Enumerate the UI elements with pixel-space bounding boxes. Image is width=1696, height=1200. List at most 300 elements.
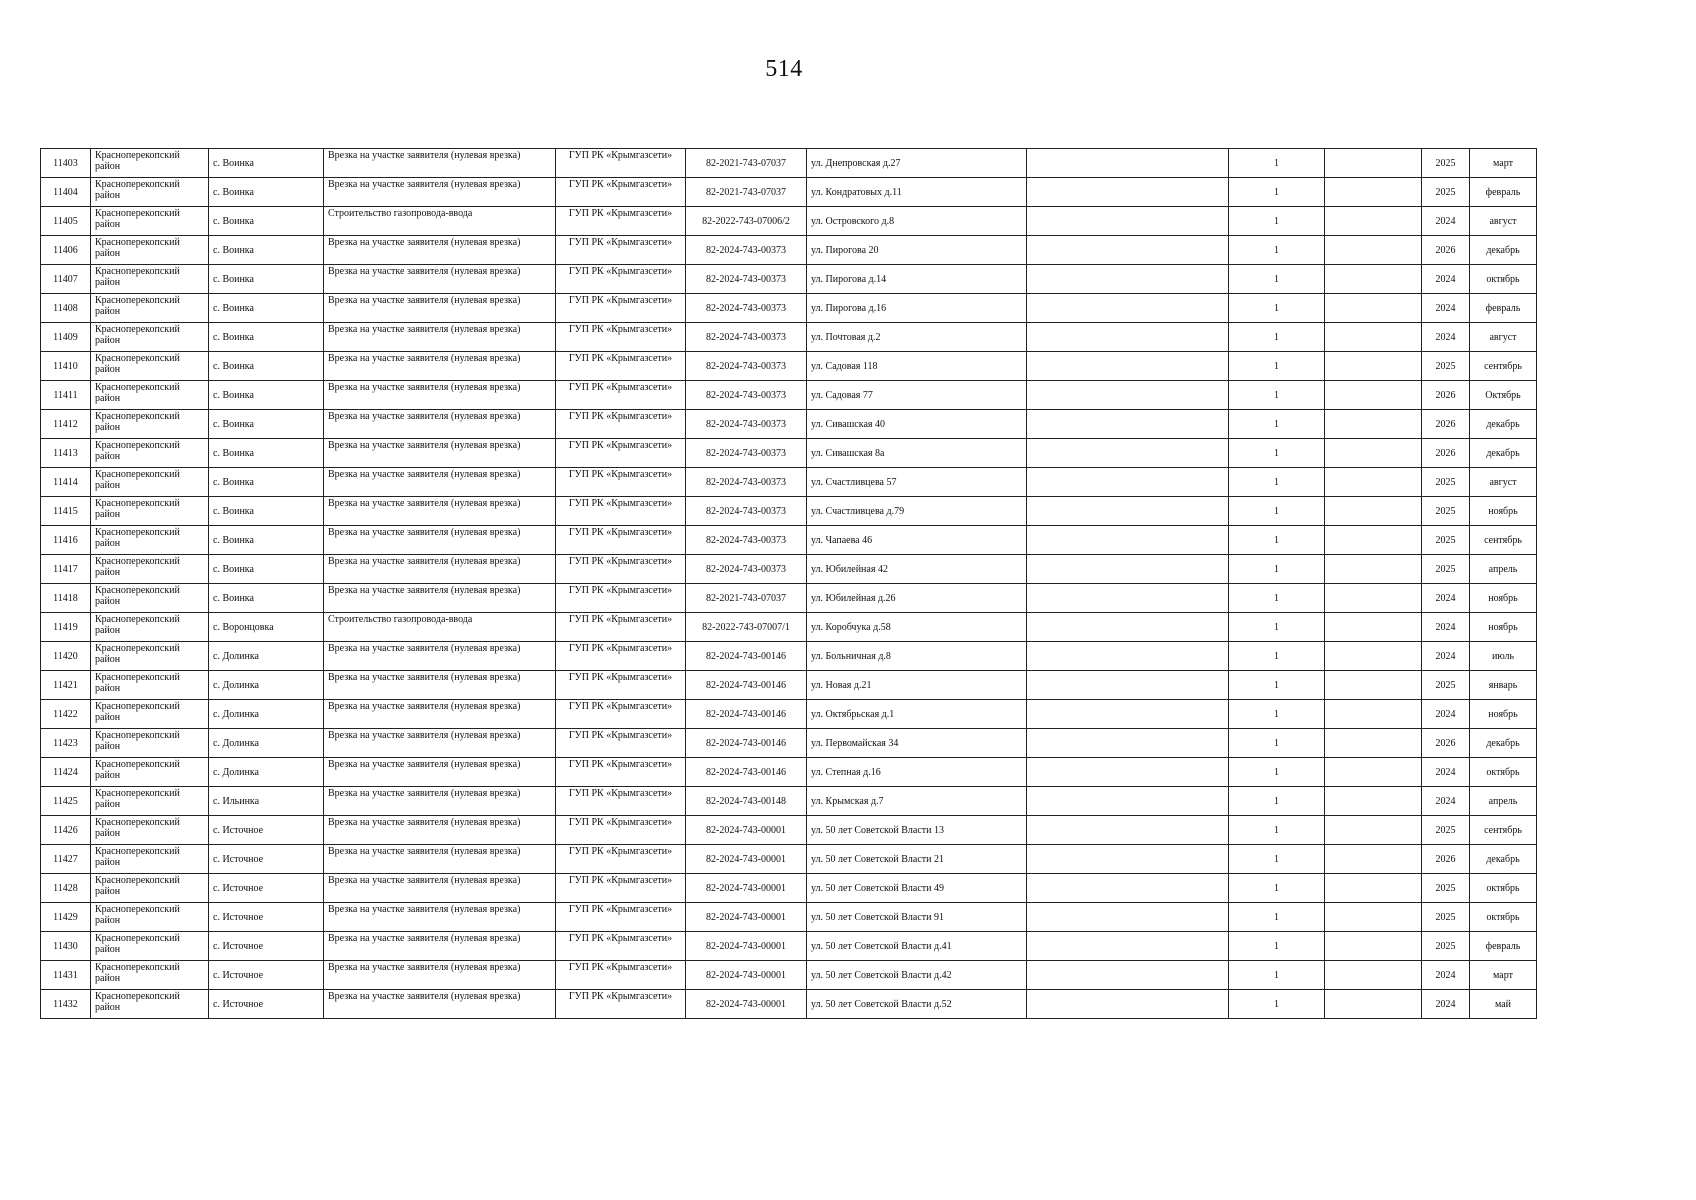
request-code-cell: 82-2024-743-00146	[686, 729, 807, 758]
quantity-cell: 1	[1229, 178, 1325, 207]
table-row	[41, 352, 1537, 381]
work-type-cell: Строительство газопровода-ввода	[324, 613, 556, 642]
locality-cell: с. Долинка	[209, 700, 324, 729]
empty-cell	[1027, 207, 1229, 236]
locality-cell: с. Воинка	[209, 381, 324, 410]
address-cell: ул. Пирогова 20	[807, 236, 1027, 265]
organization-cell: ГУП РК «Крымгазсети»	[556, 468, 686, 497]
empty-cell	[1325, 149, 1422, 178]
year-cell: 2024	[1422, 613, 1470, 642]
address-cell: ул. 50 лет Советской Власти 21	[807, 845, 1027, 874]
empty-cell	[1027, 961, 1229, 990]
district-cell: Красноперекопский район	[91, 323, 209, 352]
work-type-cell: Врезка на участке заявителя (нулевая врезка)	[324, 700, 556, 729]
district-cell: Красноперекопский район	[91, 555, 209, 584]
locality-cell: с. Источное	[209, 874, 324, 903]
row-number: 11408	[41, 294, 91, 323]
request-code-cell: 82-2024-743-00001	[686, 816, 807, 845]
table-row	[41, 758, 1537, 787]
work-type-cell: Врезка на участке заявителя (нулевая врезка)	[324, 932, 556, 961]
organization-cell: ГУП РК «Крымгазсети»	[556, 381, 686, 410]
district-cell: Красноперекопский район	[91, 729, 209, 758]
district-cell: Красноперекопский район	[91, 932, 209, 961]
district-cell: Красноперекопский район	[91, 497, 209, 526]
table-row	[41, 149, 1537, 178]
address-cell: ул. 50 лет Советской Власти д.42	[807, 961, 1027, 990]
table-body	[41, 149, 1537, 1019]
empty-cell	[1027, 439, 1229, 468]
row-number: 11405	[41, 207, 91, 236]
year-cell: 2024	[1422, 294, 1470, 323]
work-type-cell: Врезка на участке заявителя (нулевая врезка)	[324, 584, 556, 613]
empty-cell	[1325, 990, 1422, 1019]
quantity-cell: 1	[1229, 787, 1325, 816]
work-type-cell: Врезка на участке заявителя (нулевая врезка)	[324, 381, 556, 410]
locality-cell: с. Воинка	[209, 410, 324, 439]
request-code-cell: 82-2024-743-00373	[686, 439, 807, 468]
table-row	[41, 526, 1537, 555]
year-cell: 2024	[1422, 787, 1470, 816]
empty-cell	[1325, 265, 1422, 294]
organization-cell: ГУП РК «Крымгазсети»	[556, 961, 686, 990]
locality-cell: с. Ильинка	[209, 787, 324, 816]
row-number: 11429	[41, 903, 91, 932]
request-code-cell: 82-2024-743-00001	[686, 990, 807, 1019]
request-code-cell: 82-2024-743-00146	[686, 671, 807, 700]
empty-cell	[1325, 903, 1422, 932]
month-cell: август	[1470, 468, 1537, 497]
year-cell: 2025	[1422, 903, 1470, 932]
table-row	[41, 468, 1537, 497]
locality-cell: с. Источное	[209, 961, 324, 990]
quantity-cell: 1	[1229, 961, 1325, 990]
district-cell: Красноперекопский район	[91, 874, 209, 903]
empty-cell	[1325, 381, 1422, 410]
organization-cell: ГУП РК «Крымгазсети»	[556, 526, 686, 555]
table-row	[41, 787, 1537, 816]
table-row	[41, 729, 1537, 758]
request-code-cell: 82-2024-743-00001	[686, 961, 807, 990]
year-cell: 2026	[1422, 845, 1470, 874]
year-cell: 2026	[1422, 381, 1470, 410]
district-cell: Красноперекопский район	[91, 787, 209, 816]
empty-cell	[1325, 323, 1422, 352]
organization-cell: ГУП РК «Крымгазсети»	[556, 410, 686, 439]
row-number: 11418	[41, 584, 91, 613]
row-number: 11409	[41, 323, 91, 352]
year-cell: 2024	[1422, 642, 1470, 671]
quantity-cell: 1	[1229, 410, 1325, 439]
district-cell: Красноперекопский район	[91, 439, 209, 468]
locality-cell: с. Долинка	[209, 729, 324, 758]
organization-cell: ГУП РК «Крымгазсети»	[556, 236, 686, 265]
month-cell: сентябрь	[1470, 352, 1537, 381]
empty-cell	[1325, 613, 1422, 642]
work-type-cell: Врезка на участке заявителя (нулевая врезка)	[324, 439, 556, 468]
locality-cell: с. Источное	[209, 903, 324, 932]
locality-cell: с. Долинка	[209, 758, 324, 787]
month-cell: ноябрь	[1470, 497, 1537, 526]
locality-cell: с. Источное	[209, 932, 324, 961]
table-row	[41, 932, 1537, 961]
district-cell: Красноперекопский район	[91, 671, 209, 700]
empty-cell	[1325, 410, 1422, 439]
address-cell: ул. Степная д.16	[807, 758, 1027, 787]
address-cell: ул. Кондратовых д.11	[807, 178, 1027, 207]
address-cell: ул. Первомайская 34	[807, 729, 1027, 758]
empty-cell	[1027, 903, 1229, 932]
organization-cell: ГУП РК «Крымгазсети»	[556, 845, 686, 874]
empty-cell	[1325, 700, 1422, 729]
empty-cell	[1325, 352, 1422, 381]
row-number: 11424	[41, 758, 91, 787]
district-cell: Красноперекопский район	[91, 352, 209, 381]
empty-cell	[1027, 381, 1229, 410]
year-cell: 2026	[1422, 729, 1470, 758]
locality-cell: с. Воинка	[209, 149, 324, 178]
district-cell: Красноперекопский район	[91, 584, 209, 613]
row-number: 11425	[41, 787, 91, 816]
locality-cell: с. Воинка	[209, 468, 324, 497]
table-row	[41, 874, 1537, 903]
locality-cell: с. Воинка	[209, 439, 324, 468]
request-code-cell: 82-2022-743-07007/1	[686, 613, 807, 642]
work-type-cell: Врезка на участке заявителя (нулевая врезка)	[324, 468, 556, 497]
quantity-cell: 1	[1229, 990, 1325, 1019]
row-number: 11431	[41, 961, 91, 990]
quantity-cell: 1	[1229, 584, 1325, 613]
row-number: 11404	[41, 178, 91, 207]
district-cell: Красноперекопский район	[91, 613, 209, 642]
quantity-cell: 1	[1229, 874, 1325, 903]
row-number: 11422	[41, 700, 91, 729]
work-type-cell: Врезка на участке заявителя (нулевая врезка)	[324, 903, 556, 932]
empty-cell	[1027, 323, 1229, 352]
district-cell: Красноперекопский район	[91, 178, 209, 207]
district-cell: Красноперекопский район	[91, 816, 209, 845]
district-cell: Красноперекопский район	[91, 700, 209, 729]
quantity-cell: 1	[1229, 207, 1325, 236]
quantity-cell: 1	[1229, 729, 1325, 758]
year-cell: 2024	[1422, 323, 1470, 352]
quantity-cell: 1	[1229, 642, 1325, 671]
table-row	[41, 294, 1537, 323]
empty-cell	[1027, 584, 1229, 613]
month-cell: март	[1470, 149, 1537, 178]
quantity-cell: 1	[1229, 236, 1325, 265]
quantity-cell: 1	[1229, 468, 1325, 497]
locality-cell: с. Источное	[209, 816, 324, 845]
quantity-cell: 1	[1229, 845, 1325, 874]
empty-cell	[1325, 584, 1422, 613]
empty-cell	[1325, 874, 1422, 903]
address-cell: ул. Новая д.21	[807, 671, 1027, 700]
empty-cell	[1325, 787, 1422, 816]
request-code-cell: 82-2021-743-07037	[686, 178, 807, 207]
organization-cell: ГУП РК «Крымгазсети»	[556, 149, 686, 178]
organization-cell: ГУП РК «Крымгазсети»	[556, 294, 686, 323]
request-code-cell: 82-2024-743-00146	[686, 758, 807, 787]
request-code-cell: 82-2021-743-07037	[686, 149, 807, 178]
empty-cell	[1325, 294, 1422, 323]
month-cell: январь	[1470, 671, 1537, 700]
table-row	[41, 410, 1537, 439]
row-number: 11417	[41, 555, 91, 584]
work-type-cell: Врезка на участке заявителя (нулевая врезка)	[324, 352, 556, 381]
district-cell: Красноперекопский район	[91, 961, 209, 990]
organization-cell: ГУП РК «Крымгазсети»	[556, 178, 686, 207]
table-row	[41, 642, 1537, 671]
locality-cell: с. Воинка	[209, 584, 324, 613]
work-type-cell: Врезка на участке заявителя (нулевая врезка)	[324, 555, 556, 584]
organization-cell: ГУП РК «Крымгазсети»	[556, 787, 686, 816]
month-cell: август	[1470, 323, 1537, 352]
request-code-cell: 82-2024-743-00373	[686, 526, 807, 555]
district-cell: Красноперекопский район	[91, 526, 209, 555]
district-cell: Красноперекопский район	[91, 265, 209, 294]
empty-cell	[1027, 265, 1229, 294]
empty-cell	[1027, 729, 1229, 758]
month-cell: ноябрь	[1470, 584, 1537, 613]
request-code-cell: 82-2024-743-00373	[686, 410, 807, 439]
organization-cell: ГУП РК «Крымгазсети»	[556, 584, 686, 613]
row-number: 11411	[41, 381, 91, 410]
quantity-cell: 1	[1229, 903, 1325, 932]
empty-cell	[1325, 236, 1422, 265]
year-cell: 2025	[1422, 526, 1470, 555]
request-code-cell: 82-2024-743-00148	[686, 787, 807, 816]
row-number: 11427	[41, 845, 91, 874]
table-row	[41, 584, 1537, 613]
organization-cell: ГУП РК «Крымгазсети»	[556, 352, 686, 381]
quantity-cell: 1	[1229, 323, 1325, 352]
empty-cell	[1325, 526, 1422, 555]
quantity-cell: 1	[1229, 613, 1325, 642]
empty-cell	[1325, 178, 1422, 207]
work-type-cell: Врезка на участке заявителя (нулевая врезка)	[324, 410, 556, 439]
empty-cell	[1027, 990, 1229, 1019]
row-number: 11412	[41, 410, 91, 439]
quantity-cell: 1	[1229, 671, 1325, 700]
empty-cell	[1027, 845, 1229, 874]
address-cell: ул. Островского д.8	[807, 207, 1027, 236]
row-number: 11403	[41, 149, 91, 178]
empty-cell	[1325, 642, 1422, 671]
district-cell: Красноперекопский район	[91, 410, 209, 439]
request-code-cell: 82-2024-743-00373	[686, 265, 807, 294]
quantity-cell: 1	[1229, 700, 1325, 729]
locality-cell: с. Источное	[209, 845, 324, 874]
empty-cell	[1027, 932, 1229, 961]
locality-cell: с. Воинка	[209, 526, 324, 555]
organization-cell: ГУП РК «Крымгазсети»	[556, 990, 686, 1019]
table-row	[41, 497, 1537, 526]
month-cell: октябрь	[1470, 758, 1537, 787]
locality-cell: с. Воинка	[209, 352, 324, 381]
empty-cell	[1325, 932, 1422, 961]
month-cell: декабрь	[1470, 845, 1537, 874]
organization-cell: ГУП РК «Крымгазсети»	[556, 874, 686, 903]
address-cell: ул. Почтовая д.2	[807, 323, 1027, 352]
year-cell: 2026	[1422, 410, 1470, 439]
locality-cell: с. Воинка	[209, 265, 324, 294]
address-cell: ул. Счастливцева д.79	[807, 497, 1027, 526]
request-code-cell: 82-2024-743-00373	[686, 468, 807, 497]
table-row	[41, 990, 1537, 1019]
table-row	[41, 265, 1537, 294]
empty-cell	[1325, 961, 1422, 990]
work-type-cell: Врезка на участке заявителя (нулевая врезка)	[324, 990, 556, 1019]
quantity-cell: 1	[1229, 758, 1325, 787]
request-code-cell: 82-2024-743-00373	[686, 352, 807, 381]
locality-cell: с. Воинка	[209, 294, 324, 323]
address-cell: ул. 50 лет Советской Власти д.41	[807, 932, 1027, 961]
year-cell: 2024	[1422, 700, 1470, 729]
organization-cell: ГУП РК «Крымгазсети»	[556, 758, 686, 787]
district-cell: Красноперекопский район	[91, 294, 209, 323]
request-code-cell: 82-2024-743-00001	[686, 845, 807, 874]
table-row	[41, 178, 1537, 207]
district-cell: Красноперекопский район	[91, 642, 209, 671]
address-cell: ул. 50 лет Советской Власти 13	[807, 816, 1027, 845]
year-cell: 2025	[1422, 816, 1470, 845]
row-number: 11406	[41, 236, 91, 265]
locality-cell: с. Воинка	[209, 236, 324, 265]
empty-cell	[1027, 671, 1229, 700]
quantity-cell: 1	[1229, 265, 1325, 294]
page-number: 514	[765, 56, 803, 82]
month-cell: октябрь	[1470, 903, 1537, 932]
address-cell: ул. Пирогова д.14	[807, 265, 1027, 294]
district-cell: Красноперекопский район	[91, 207, 209, 236]
address-cell: ул. Юбилейная 42	[807, 555, 1027, 584]
locality-cell: с. Воинка	[209, 497, 324, 526]
year-cell: 2024	[1422, 584, 1470, 613]
year-cell: 2024	[1422, 265, 1470, 294]
table-row	[41, 845, 1537, 874]
district-cell: Красноперекопский район	[91, 149, 209, 178]
empty-cell	[1027, 352, 1229, 381]
month-cell: октябрь	[1470, 265, 1537, 294]
year-cell: 2024	[1422, 758, 1470, 787]
work-type-cell: Врезка на участке заявителя (нулевая врезка)	[324, 265, 556, 294]
organization-cell: ГУП РК «Крымгазсети»	[556, 671, 686, 700]
organization-cell: ГУП РК «Крымгазсети»	[556, 613, 686, 642]
work-type-cell: Врезка на участке заявителя (нулевая врезка)	[324, 816, 556, 845]
empty-cell	[1027, 178, 1229, 207]
request-code-cell: 82-2024-743-00146	[686, 700, 807, 729]
empty-cell	[1027, 236, 1229, 265]
empty-cell	[1325, 671, 1422, 700]
address-cell: ул. 50 лет Советской Власти д.52	[807, 990, 1027, 1019]
locality-cell: с. Воинка	[209, 555, 324, 584]
address-cell: ул. Пирогова д.16	[807, 294, 1027, 323]
quantity-cell: 1	[1229, 932, 1325, 961]
address-cell: ул. Чапаева 46	[807, 526, 1027, 555]
request-code-cell: 82-2024-743-00373	[686, 381, 807, 410]
row-number: 11432	[41, 990, 91, 1019]
request-code-cell: 82-2024-743-00373	[686, 323, 807, 352]
row-number: 11420	[41, 642, 91, 671]
organization-cell: ГУП РК «Крымгазсети»	[556, 323, 686, 352]
empty-cell	[1325, 207, 1422, 236]
month-cell: апрель	[1470, 787, 1537, 816]
work-type-cell: Врезка на участке заявителя (нулевая врезка)	[324, 758, 556, 787]
empty-cell	[1027, 613, 1229, 642]
empty-cell	[1325, 497, 1422, 526]
quantity-cell: 1	[1229, 555, 1325, 584]
year-cell: 2024	[1422, 990, 1470, 1019]
locality-cell: с. Источное	[209, 990, 324, 1019]
address-cell: ул. Больничная д.8	[807, 642, 1027, 671]
year-cell: 2025	[1422, 352, 1470, 381]
row-number: 11413	[41, 439, 91, 468]
table-row	[41, 671, 1537, 700]
organization-cell: ГУП РК «Крымгазсети»	[556, 932, 686, 961]
address-cell: ул. Днепровская д.27	[807, 149, 1027, 178]
row-number: 11415	[41, 497, 91, 526]
empty-cell	[1027, 555, 1229, 584]
district-cell: Красноперекопский район	[91, 845, 209, 874]
year-cell: 2026	[1422, 236, 1470, 265]
district-cell: Красноперекопский район	[91, 468, 209, 497]
empty-cell	[1027, 700, 1229, 729]
organization-cell: ГУП РК «Крымгазсети»	[556, 729, 686, 758]
empty-cell	[1027, 787, 1229, 816]
locality-cell: с. Воронцовка	[209, 613, 324, 642]
work-type-cell: Врезка на участке заявителя (нулевая врезка)	[324, 642, 556, 671]
row-number: 11428	[41, 874, 91, 903]
empty-cell	[1027, 758, 1229, 787]
empty-cell	[1325, 439, 1422, 468]
table-row	[41, 236, 1537, 265]
work-type-cell: Врезка на участке заявителя (нулевая врезка)	[324, 526, 556, 555]
table-row	[41, 700, 1537, 729]
table-row	[41, 207, 1537, 236]
empty-cell	[1027, 816, 1229, 845]
empty-cell	[1325, 555, 1422, 584]
locality-cell: с. Долинка	[209, 642, 324, 671]
district-cell: Красноперекопский район	[91, 990, 209, 1019]
locality-cell: с. Воинка	[209, 178, 324, 207]
locality-cell: с. Воинка	[209, 207, 324, 236]
organization-cell: ГУП РК «Крымгазсети»	[556, 700, 686, 729]
row-number: 11416	[41, 526, 91, 555]
quantity-cell: 1	[1229, 497, 1325, 526]
year-cell: 2025	[1422, 149, 1470, 178]
quantity-cell: 1	[1229, 149, 1325, 178]
quantity-cell: 1	[1229, 294, 1325, 323]
year-cell: 2025	[1422, 178, 1470, 207]
month-cell: декабрь	[1470, 729, 1537, 758]
table-row	[41, 381, 1537, 410]
row-number: 11419	[41, 613, 91, 642]
month-cell: октябрь	[1470, 874, 1537, 903]
address-cell: ул. Юбилейная д.26	[807, 584, 1027, 613]
row-number: 11410	[41, 352, 91, 381]
empty-cell	[1325, 468, 1422, 497]
work-type-cell: Врезка на участке заявителя (нулевая врезка)	[324, 961, 556, 990]
request-code-cell: 82-2024-743-00001	[686, 874, 807, 903]
district-cell: Красноперекопский район	[91, 381, 209, 410]
request-code-cell: 82-2024-743-00373	[686, 497, 807, 526]
district-cell: Красноперекопский район	[91, 758, 209, 787]
month-cell: декабрь	[1470, 410, 1537, 439]
quantity-cell: 1	[1229, 526, 1325, 555]
table-row	[41, 555, 1537, 584]
request-code-cell: 82-2022-743-07006/2	[686, 207, 807, 236]
quantity-cell: 1	[1229, 816, 1325, 845]
